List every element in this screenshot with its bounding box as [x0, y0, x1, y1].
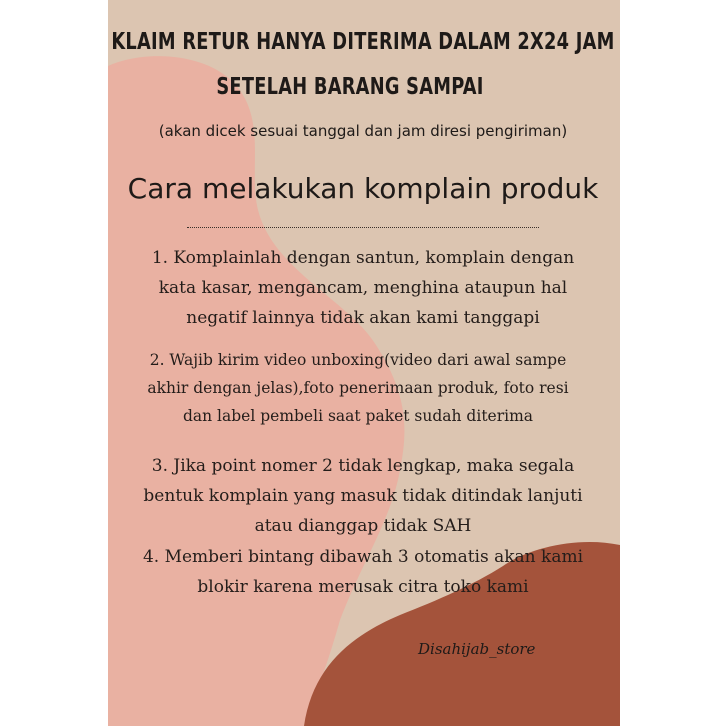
rule-item-1-line: negatif lainnya tidak akan kami tanggapi [186, 308, 540, 328]
page-subtitle: Cara melakukan komplain produk [127, 172, 599, 205]
rule-item-1-line: 1. Komplainlah dengan santun, komplain dengan [151, 248, 575, 268]
rule-item-4 [118, 542, 608, 602]
rule-item-3-line: atau dianggap tidak SAH [254, 516, 472, 536]
rule-item-4-line: 4. Memberi bintang dibawah 3 otomatis akan kami [142, 547, 584, 567]
store-signature: Disahijab_store [418, 640, 536, 658]
rule-item-3-line: bentuk komplain yang masuk tidak ditindak lanjuti [143, 486, 583, 506]
header-line-2: SETELAH BARANG SAMPAI [216, 74, 484, 100]
rule-item-3-line: 3. Jika point nomer 2 tidak lengkap, maka segala [151, 456, 575, 476]
rule-item-1 [118, 243, 608, 333]
header-line-1: KLAIM RETUR HANYA DITERIMA DALAM 2X24 JAM [111, 29, 615, 55]
rule-item-3 [108, 451, 618, 541]
rule-item-2-line: dan label pembeli saat paket sudah diterima [182, 407, 534, 425]
rule-item-2-line: 2. Wajib kirim video unboxing(video dari awal sampe [149, 351, 567, 369]
resi-note: (akan dicek sesuai tanggal dan jam diresi pengiriman) [158, 122, 568, 140]
rule-item-2-line: akhir dengan jelas),foto penerimaan produk, foto resi [147, 379, 569, 397]
dotted-divider [187, 227, 539, 228]
rule-item-1-line: kata kasar, mengancam, menghina ataupun hal [158, 278, 568, 298]
rule-item-2 [110, 346, 606, 430]
rule-item-4-line: blokir karena merusak citra toko kami [197, 577, 529, 597]
